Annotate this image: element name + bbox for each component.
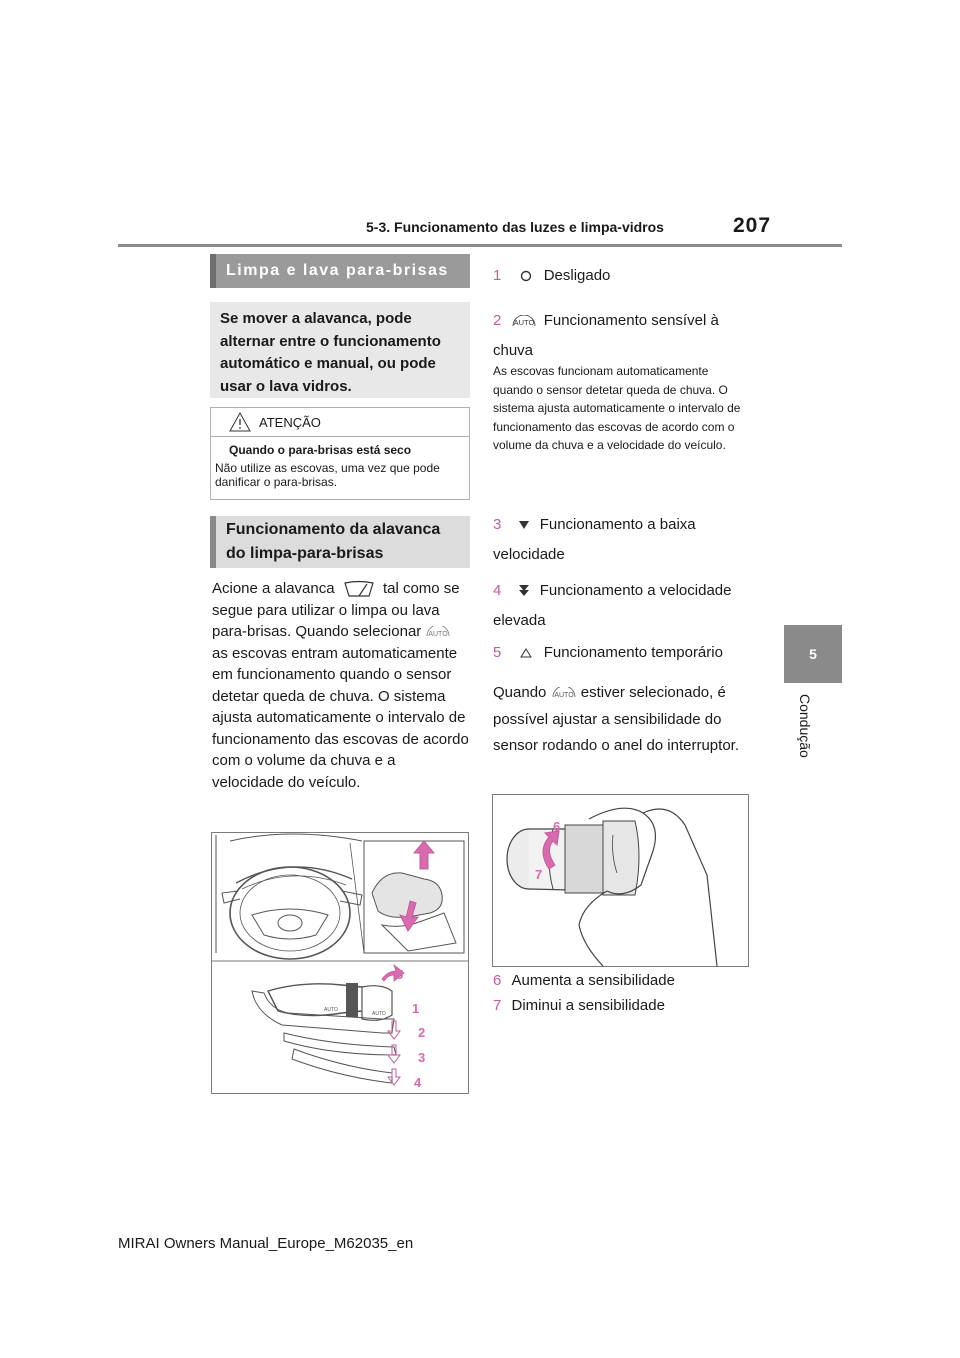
dashboard-illustration: [212, 833, 468, 1093]
auto-mode-description: As escovas funcionam automaticamente quando o sensor detetar queda de chuva. O sistema ajusta automaticamente o intervalo de funcionamento das escovas de acordo com o volume da chuva e a velocidade do veículo.: [493, 364, 741, 452]
chapter-number: 5: [809, 646, 817, 662]
callout-5: 5: [396, 967, 404, 982]
wiper-lever-icon: [339, 580, 379, 598]
lever-label-auto-2: AUTO: [372, 1011, 386, 1017]
warning-header: [211, 408, 469, 436]
svg-text:AUTO: AUTO: [553, 692, 574, 700]
callout-2: 2: [418, 1025, 426, 1040]
callout-7: 7: [535, 867, 543, 882]
warning-divider: [211, 436, 469, 437]
auto-icon: [510, 315, 538, 327]
warning-text: Não utilize as escovas, uma vez que pode danificar o para-brisas.: [215, 461, 440, 489]
up-triangle-icon: [520, 647, 532, 659]
section-title-wiper-washer: Limpa e lava para-brisas: [210, 254, 470, 288]
callout-1: 1: [412, 1001, 420, 1016]
list-item: 4 Funcionamento a velocidade elevada: [493, 582, 732, 629]
list-item: 6 Aumenta a sensibilidade: [493, 972, 675, 989]
sensitivity-paragraph: Quando AUTO estiver selecionado, é possível ajustar a sensibilidade do sensor rodando o anel do interruptor.: [493, 684, 739, 754]
auto-icon: [551, 687, 577, 699]
lever-paragraph: Acione a alavanca tal como se segue para utilizar o limpa ou lava para-brisas. Quando selecionar AUTO as escovas entram automaticamente em funcionamento quando o sensor detetar queda de chuva. O sistema ajusta automaticamente o intervalo de funcionamento das escovas de acordo com o volume da chuva e a velocidade do veículo.: [212, 580, 469, 791]
section-title-lever-operation: Funcionamento da alavanca do limpa-para-brisas: [210, 516, 470, 568]
svg-text:AUTO: AUTO: [513, 318, 534, 328]
list-item: 7 Diminui a sensibilidade: [493, 997, 665, 1014]
warning-subtitle: Quando o para-brisas está seco: [229, 443, 412, 457]
sensitivity-ring-figure: [492, 794, 749, 967]
page-number: 207: [733, 214, 772, 237]
wiper-lever-figure: [211, 832, 469, 1094]
svg-text:AUTO: AUTO: [428, 631, 449, 639]
warning-box: [210, 407, 470, 500]
list-item: 5 Funcionamento temporário: [493, 644, 723, 661]
auto-icon: [425, 626, 451, 638]
warning-triangle-icon: [229, 412, 251, 432]
header-rule: [118, 244, 842, 247]
intro-box: Se mover a alavanca, pode alternar entre o funcionamento automático e manual, ou pode usar o lava vidros.: [210, 302, 470, 398]
chapter-tab: [784, 625, 842, 683]
callout-4: 4: [414, 1075, 422, 1090]
footer-text: MIRAI Owners Manual_Europe_M62035_en: [118, 1235, 414, 1252]
callout-6: 6: [553, 819, 561, 834]
hand-ring-illustration: [493, 795, 748, 966]
warning-label: ATENÇÃO: [259, 414, 321, 430]
list-item: 1 Desligado: [493, 267, 611, 284]
double-down-arrow-icon: [518, 584, 530, 598]
list-item: 3 Funcionamento a baixa velocidade: [493, 516, 696, 563]
section-header: 5-3. Funcionamento das luzes e limpa-vidros: [366, 219, 664, 235]
lever-label-auto-1: AUTO: [324, 1007, 338, 1013]
callout-3: 3: [418, 1050, 426, 1065]
list-item: 2 AUTO Funcionamento sensível à chuva: [493, 312, 719, 359]
chapter-label: Condução: [797, 694, 813, 758]
off-circle-icon: [520, 270, 532, 282]
single-down-arrow-icon: [518, 519, 530, 531]
